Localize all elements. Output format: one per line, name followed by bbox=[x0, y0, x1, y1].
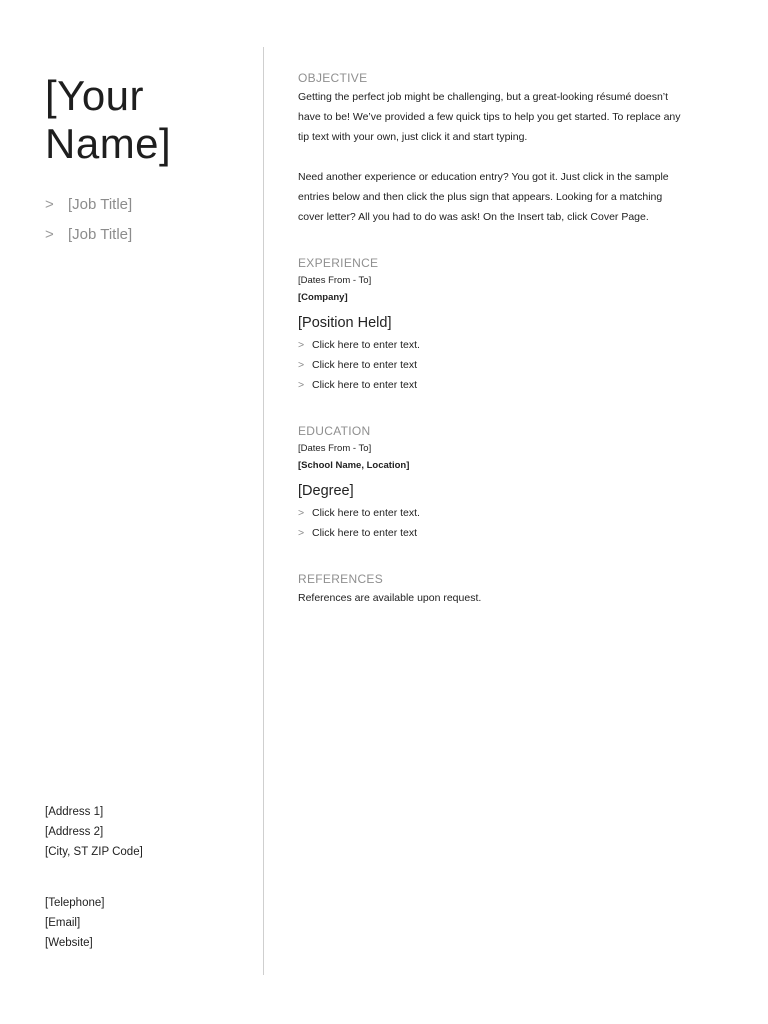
objective-p2-line: entries below and then click the plus sign that appears. Looking for a matching bbox=[298, 191, 663, 203]
objective-p2-line: cover letter? All you had to do was ask! On the Insert tab, click Cover Page. bbox=[298, 211, 649, 223]
education-dates[interactable]: [Dates From - To] bbox=[298, 443, 372, 454]
objective-paragraph-1[interactable] bbox=[298, 87, 728, 147]
objective-heading: OBJECTIVE bbox=[298, 71, 368, 85]
address-line-1[interactable]: [Address 1] bbox=[45, 806, 104, 818]
bullet-chevron-icon: > bbox=[298, 359, 305, 371]
website-field[interactable]: [Website] bbox=[45, 937, 93, 949]
job-title-text: [Job Title] bbox=[68, 226, 133, 243]
address-block bbox=[45, 802, 143, 862]
objective-p1-line: tip text with your own, just click it and start typing. bbox=[298, 131, 528, 143]
experience-bullet[interactable] bbox=[298, 335, 728, 355]
bullet-chevron-icon: > bbox=[45, 196, 54, 213]
right-column bbox=[298, 70, 728, 608]
objective-p1-line: Getting the perfect job might be challenging, but a great-looking résumé doesn’t bbox=[298, 91, 669, 103]
bullet-chevron-icon: > bbox=[298, 339, 305, 351]
education-bullet-text: Click here to enter text bbox=[312, 527, 418, 539]
bullet-chevron-icon: > bbox=[298, 527, 305, 539]
job-title-text: [Job Title] bbox=[68, 196, 133, 213]
bullet-chevron-icon: > bbox=[45, 226, 54, 243]
address-city-state-zip[interactable]: [City, ST ZIP Code] bbox=[45, 846, 143, 858]
left-column bbox=[45, 72, 245, 250]
bullet-chevron-icon: > bbox=[298, 379, 305, 391]
job-title-item[interactable] bbox=[45, 220, 245, 250]
experience-bullet-text: Click here to enter text bbox=[312, 379, 418, 391]
column-divider bbox=[263, 47, 264, 975]
education-bullet[interactable] bbox=[298, 503, 728, 523]
contact-block bbox=[45, 893, 104, 953]
experience-bullet[interactable] bbox=[298, 375, 728, 395]
bullet-chevron-icon: > bbox=[298, 507, 305, 519]
education-heading: EDUCATION bbox=[298, 424, 371, 438]
references-text[interactable]: References are available upon request. bbox=[298, 592, 482, 604]
experience-bullet-text: Click here to enter text bbox=[312, 359, 418, 371]
name-line-1: [Your bbox=[45, 72, 145, 119]
education-bullet-text: Click here to enter text. bbox=[312, 507, 420, 519]
education-degree[interactable]: [Degree] bbox=[298, 483, 354, 499]
references-heading: REFERENCES bbox=[298, 572, 384, 586]
email-field[interactable]: [Email] bbox=[45, 917, 81, 929]
job-title-list bbox=[45, 190, 245, 250]
education-bullet[interactable] bbox=[298, 523, 728, 543]
address-line-2[interactable]: [Address 2] bbox=[45, 826, 104, 838]
objective-p2-line: Need another experience or education entry? You got it. Just click in the sample bbox=[298, 171, 669, 183]
name-heading[interactable] bbox=[45, 72, 245, 168]
experience-heading: EXPERIENCE bbox=[298, 256, 379, 270]
experience-bullet[interactable] bbox=[298, 355, 728, 375]
job-title-item[interactable] bbox=[45, 190, 245, 220]
objective-p1-line: have to be! We’ve provided a few quick tips to help you get started. To replace any bbox=[298, 111, 681, 123]
name-line-2: Name] bbox=[45, 120, 172, 167]
experience-bullet-text: Click here to enter text. bbox=[312, 339, 420, 351]
telephone-field[interactable]: [Telephone] bbox=[45, 897, 105, 909]
experience-position[interactable]: [Position Held] bbox=[298, 315, 392, 331]
experience-dates[interactable]: [Dates From - To] bbox=[298, 275, 372, 286]
experience-company[interactable]: [Company] bbox=[298, 292, 348, 303]
education-school[interactable]: [School Name, Location] bbox=[298, 460, 410, 471]
objective-paragraph-2[interactable] bbox=[298, 167, 728, 227]
